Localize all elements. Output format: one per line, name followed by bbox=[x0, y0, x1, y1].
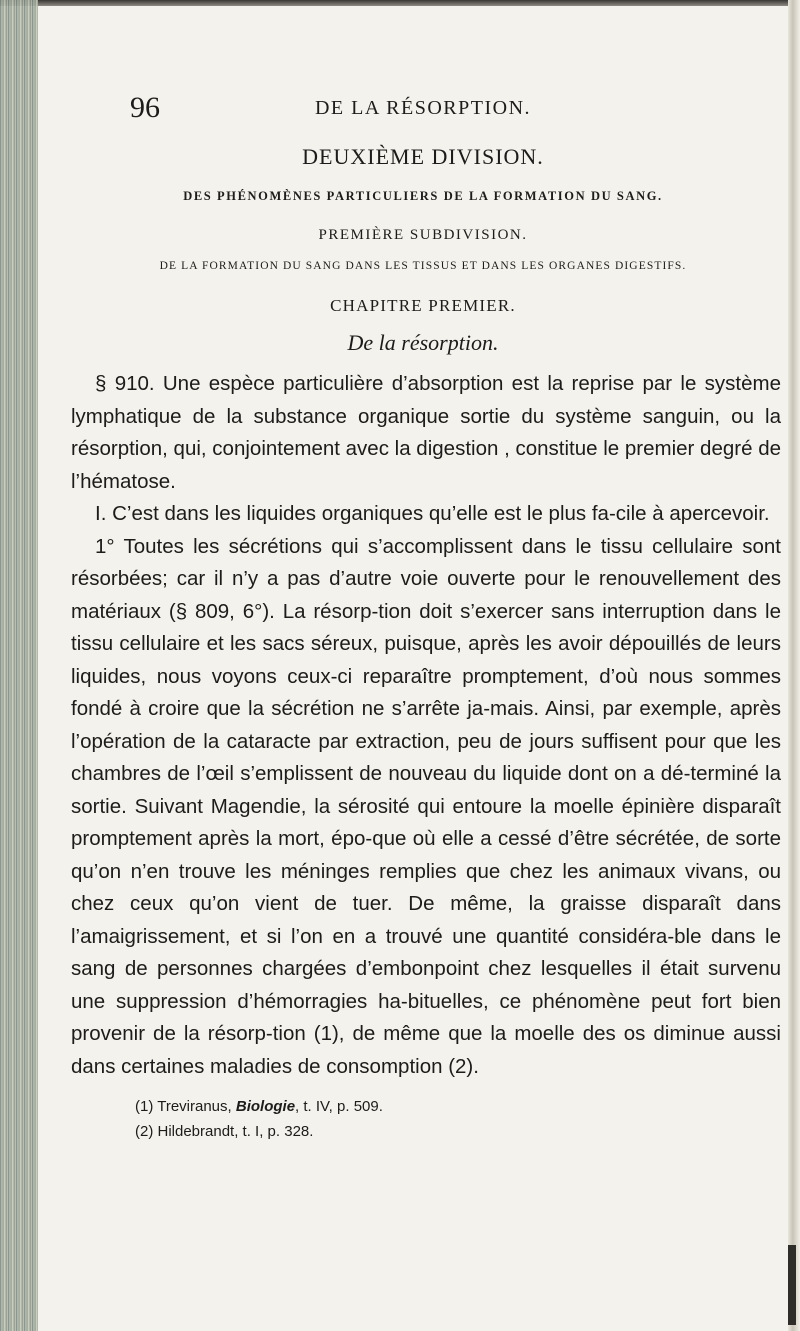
footnote-1-title: Biologie bbox=[235, 1098, 296, 1115]
paragraph-910: § 910. Une espèce particulière d’absorption est la reprise par le système lymphatique de la substance organique sortie du système sanguin, ou la résorption, qui, conjointement avec la digestion , constitue le premier degré de l’hématose. bbox=[71, 372, 781, 493]
right-page-edge bbox=[788, 0, 800, 1331]
left-page-edge bbox=[0, 0, 38, 1331]
footnote-1-suffix: , t. IV, p. 509. bbox=[295, 1098, 383, 1115]
paragraph-1: 1° Toutes les sécrétions qui s’accomplissent dans le tissu cellulaire sont résorbées; car il n’y a pas d’autre voie ouverte pour le renouvellement des matériaux (§ 809, 6°). La résorp-tion doit s’exercer sans interruption dans le tissu cellulaire et les sacs séreux, puisque, après les avoir dépouillés de leurs liquides, nous voyons ceux-ci reparaître promptement, d’où nous sommes fondé à croire que la sécrétion ne s’arrête ja-mais. Ainsi, par exemple, après l’opération de la cataracte par extraction, peu de jours suffisent pour que les chambres de l’œil s’emplissent de nouveau du liquide dont on a dé-terminé la sortie. Suivant Magendie, la sérosité qui entoure la moelle épinière disparaît promptement après la mort, épo-que où elle a cessé d’être sécrétée, de sorte qu’on n’en trouve les méninges remplies que chez les animaux vivans, ou chez ceux qu’on vient de tuer. De même, la graisse disparaît dans l’amaigrissement, et si l’on en a trouvé une quantité considéra-ble dans le sang de personnes chargées d’embonpoint chez lesquelles il était survenu une suppression d’hémorragies ha-bituelles, ce phénomène peut fort bien provenir de la résorp-tion (1), de même que la moelle des os diminue aussi dans certaines maladies de consomption (2). bbox=[71, 534, 781, 1078]
footnotes bbox=[135, 1094, 775, 1144]
division-subtitle: DES PHÉNOMÈNES PARTICULIERS DE LA FORMATION DU SANG. bbox=[183, 189, 663, 203]
subdivision-heading: PREMIÈRE SUBDIVISION. bbox=[318, 227, 528, 243]
chapter-heading: CHAPITRE PREMIER. bbox=[330, 296, 516, 315]
paragraph-i: I. C’est dans les liquides organiques qu’elle est le plus fa-cile à apercevoir. bbox=[95, 502, 770, 525]
footnote-1-prefix: (1) Treviranus, bbox=[135, 1098, 236, 1115]
edge-mark bbox=[788, 1245, 796, 1325]
footnote-2: (2) Hildebrandt, t. I, p. 328. bbox=[135, 1123, 314, 1140]
footnote-1 bbox=[135, 1094, 775, 1119]
book-page bbox=[60, 0, 786, 1331]
chapter-subtitle: De la résorption. bbox=[347, 330, 499, 355]
page-number: 96 bbox=[130, 91, 160, 124]
running-title: DE LA RÉSORPTION. bbox=[314, 97, 532, 119]
division-heading: DEUXIÈME DIVISION. bbox=[302, 144, 544, 169]
body-text bbox=[71, 368, 781, 1083]
running-head bbox=[60, 90, 786, 126]
subdivision-subtitle: DE LA FORMATION DU SANG DANS LES TISSUS ET DANS LES ORGANES DIGESTIFS. bbox=[159, 260, 687, 272]
